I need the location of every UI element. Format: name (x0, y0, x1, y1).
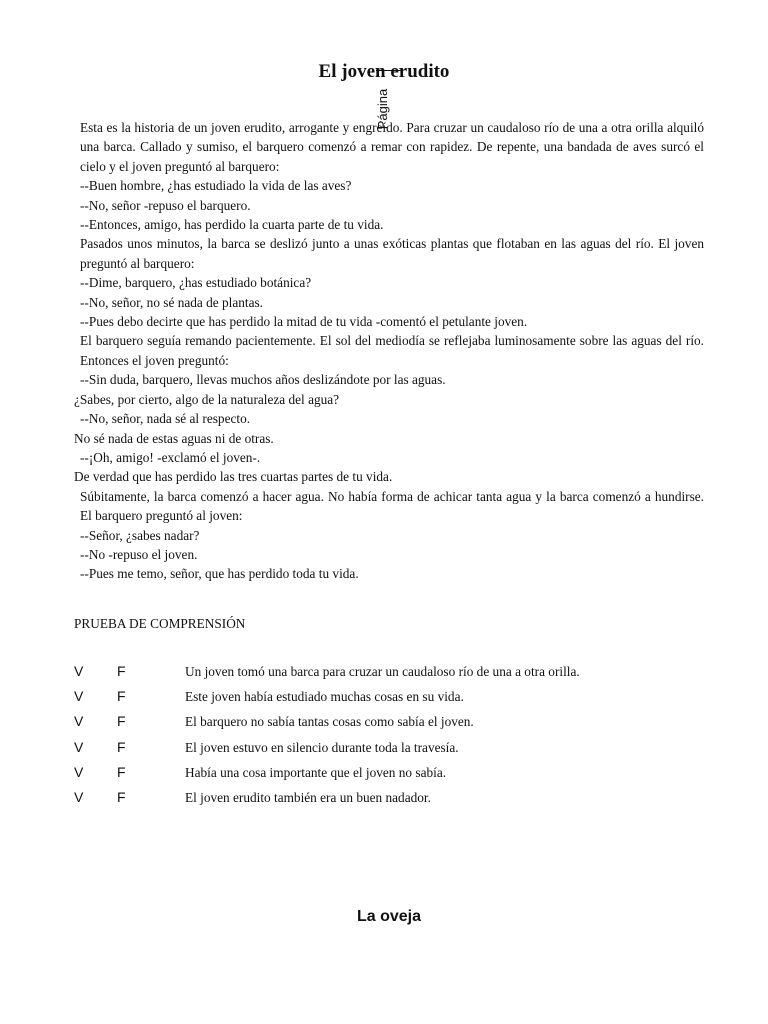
quiz-title: PRUEBA DE COMPRENSIÓN (74, 616, 246, 631)
paragraph: --Pues debo decirte que has perdido la mitad de tu vida -comentó el petulante joven. (80, 314, 528, 330)
paragraph: No sé nada de estas aguas ni de otras. (74, 430, 274, 446)
quiz-item (74, 663, 714, 688)
paragraph: Pasados unos minutos, la barca se deslizó junto a unas exóticas plantas que flotaban en las aguas del río. El joven preguntó al barquero: (80, 236, 704, 271)
paragraph: --Señor, ¿sabes nadar? (80, 527, 200, 543)
paragraph: Súbitamente, la barca comenzó a hacer agua. No había forma de achicar tanta agua y la barca comenzó a hundirse. El barquero preguntó al joven: (80, 488, 704, 524)
next-story-title: La oveja (356, 908, 422, 925)
quiz-statement: El barquero no sabía tantas cosas como sabía el joven. (185, 714, 474, 730)
paragraph: --Sin duda, barquero, llevas muchos años deslizándote por las aguas. (80, 372, 446, 388)
true-option[interactable]: V (74, 713, 84, 730)
quiz-item (74, 739, 714, 764)
title-strike-line (376, 70, 402, 71)
true-option[interactable]: V (74, 688, 84, 705)
paragraph: --Pues me temo, señor, que has perdido toda tu vida. (80, 566, 359, 582)
false-option[interactable]: F (117, 663, 126, 679)
false-option[interactable]: F (117, 788, 126, 805)
quiz-statement: El joven erudito también era un buen nadador. (185, 789, 431, 805)
false-option[interactable]: F (117, 713, 126, 730)
paragraph: --No -repuso el joven. (80, 546, 198, 562)
paragraph: --Entonces, amigo, has perdido la cuarta parte de tu vida. (80, 217, 384, 233)
paragraph: --No, señor -repuso el barquero. (80, 197, 251, 213)
quiz-item (74, 764, 714, 789)
page-label: Página (375, 88, 390, 130)
true-option[interactable]: V (74, 663, 84, 679)
paragraph: --¡Oh, amigo! -exclamó el joven-. (80, 449, 261, 465)
paragraph: --Dime, barquero, ¿has estudiado botánica? (80, 275, 312, 291)
quiz-statement: Un joven tomó una barca para cruzar un caudaloso río de una a otra orilla. (185, 664, 580, 679)
paragraph: El barquero seguía remando pacientemente. El sol del mediodía se reflejaba luminosamente sobre las aguas del río. Entonces el joven preguntó: (80, 333, 704, 368)
story-body (74, 118, 704, 584)
quiz-item (74, 789, 714, 814)
false-option[interactable]: F (117, 763, 126, 780)
paragraph: De verdad que has perdido las tres cuartas partes de tu vida. (74, 469, 393, 485)
story-title: El joven erudito (318, 61, 450, 82)
true-option[interactable]: V (74, 763, 84, 780)
true-false-list (74, 663, 714, 814)
quiz-statement: El joven estuvo en silencio durante toda la travesía. (185, 739, 459, 755)
false-option[interactable]: F (117, 738, 126, 755)
paragraph: Esta es la historia de un joven erudito, arrogante y engreído. Para cruzar un caudaloso río de una a otra orilla alquiló una barca. Callado y sumiso, el barquero comenzó a remar con rapidez. De repente, una bandada de aves surcó el cielo y el joven preguntó al barquero: (80, 120, 704, 174)
quiz-item (74, 713, 714, 738)
false-option[interactable]: F (117, 688, 126, 705)
quiz-statement: Había una cosa importante que el joven no sabía. (185, 764, 447, 780)
paragraph: --Buen hombre, ¿has estudiado la vida de las aves? (80, 178, 352, 194)
paragraph: ¿Sabes, por cierto, algo de la naturaleza del agua? (74, 391, 340, 407)
true-option[interactable]: V (74, 788, 84, 805)
quiz-item (74, 688, 714, 713)
true-option[interactable]: V (74, 738, 84, 755)
quiz-statement: Este joven había estudiado muchas cosas en su vida. (185, 689, 464, 705)
paragraph: --No, señor, no sé nada de plantas. (80, 294, 263, 310)
paragraph: --No, señor, nada sé al respecto. (80, 411, 251, 427)
